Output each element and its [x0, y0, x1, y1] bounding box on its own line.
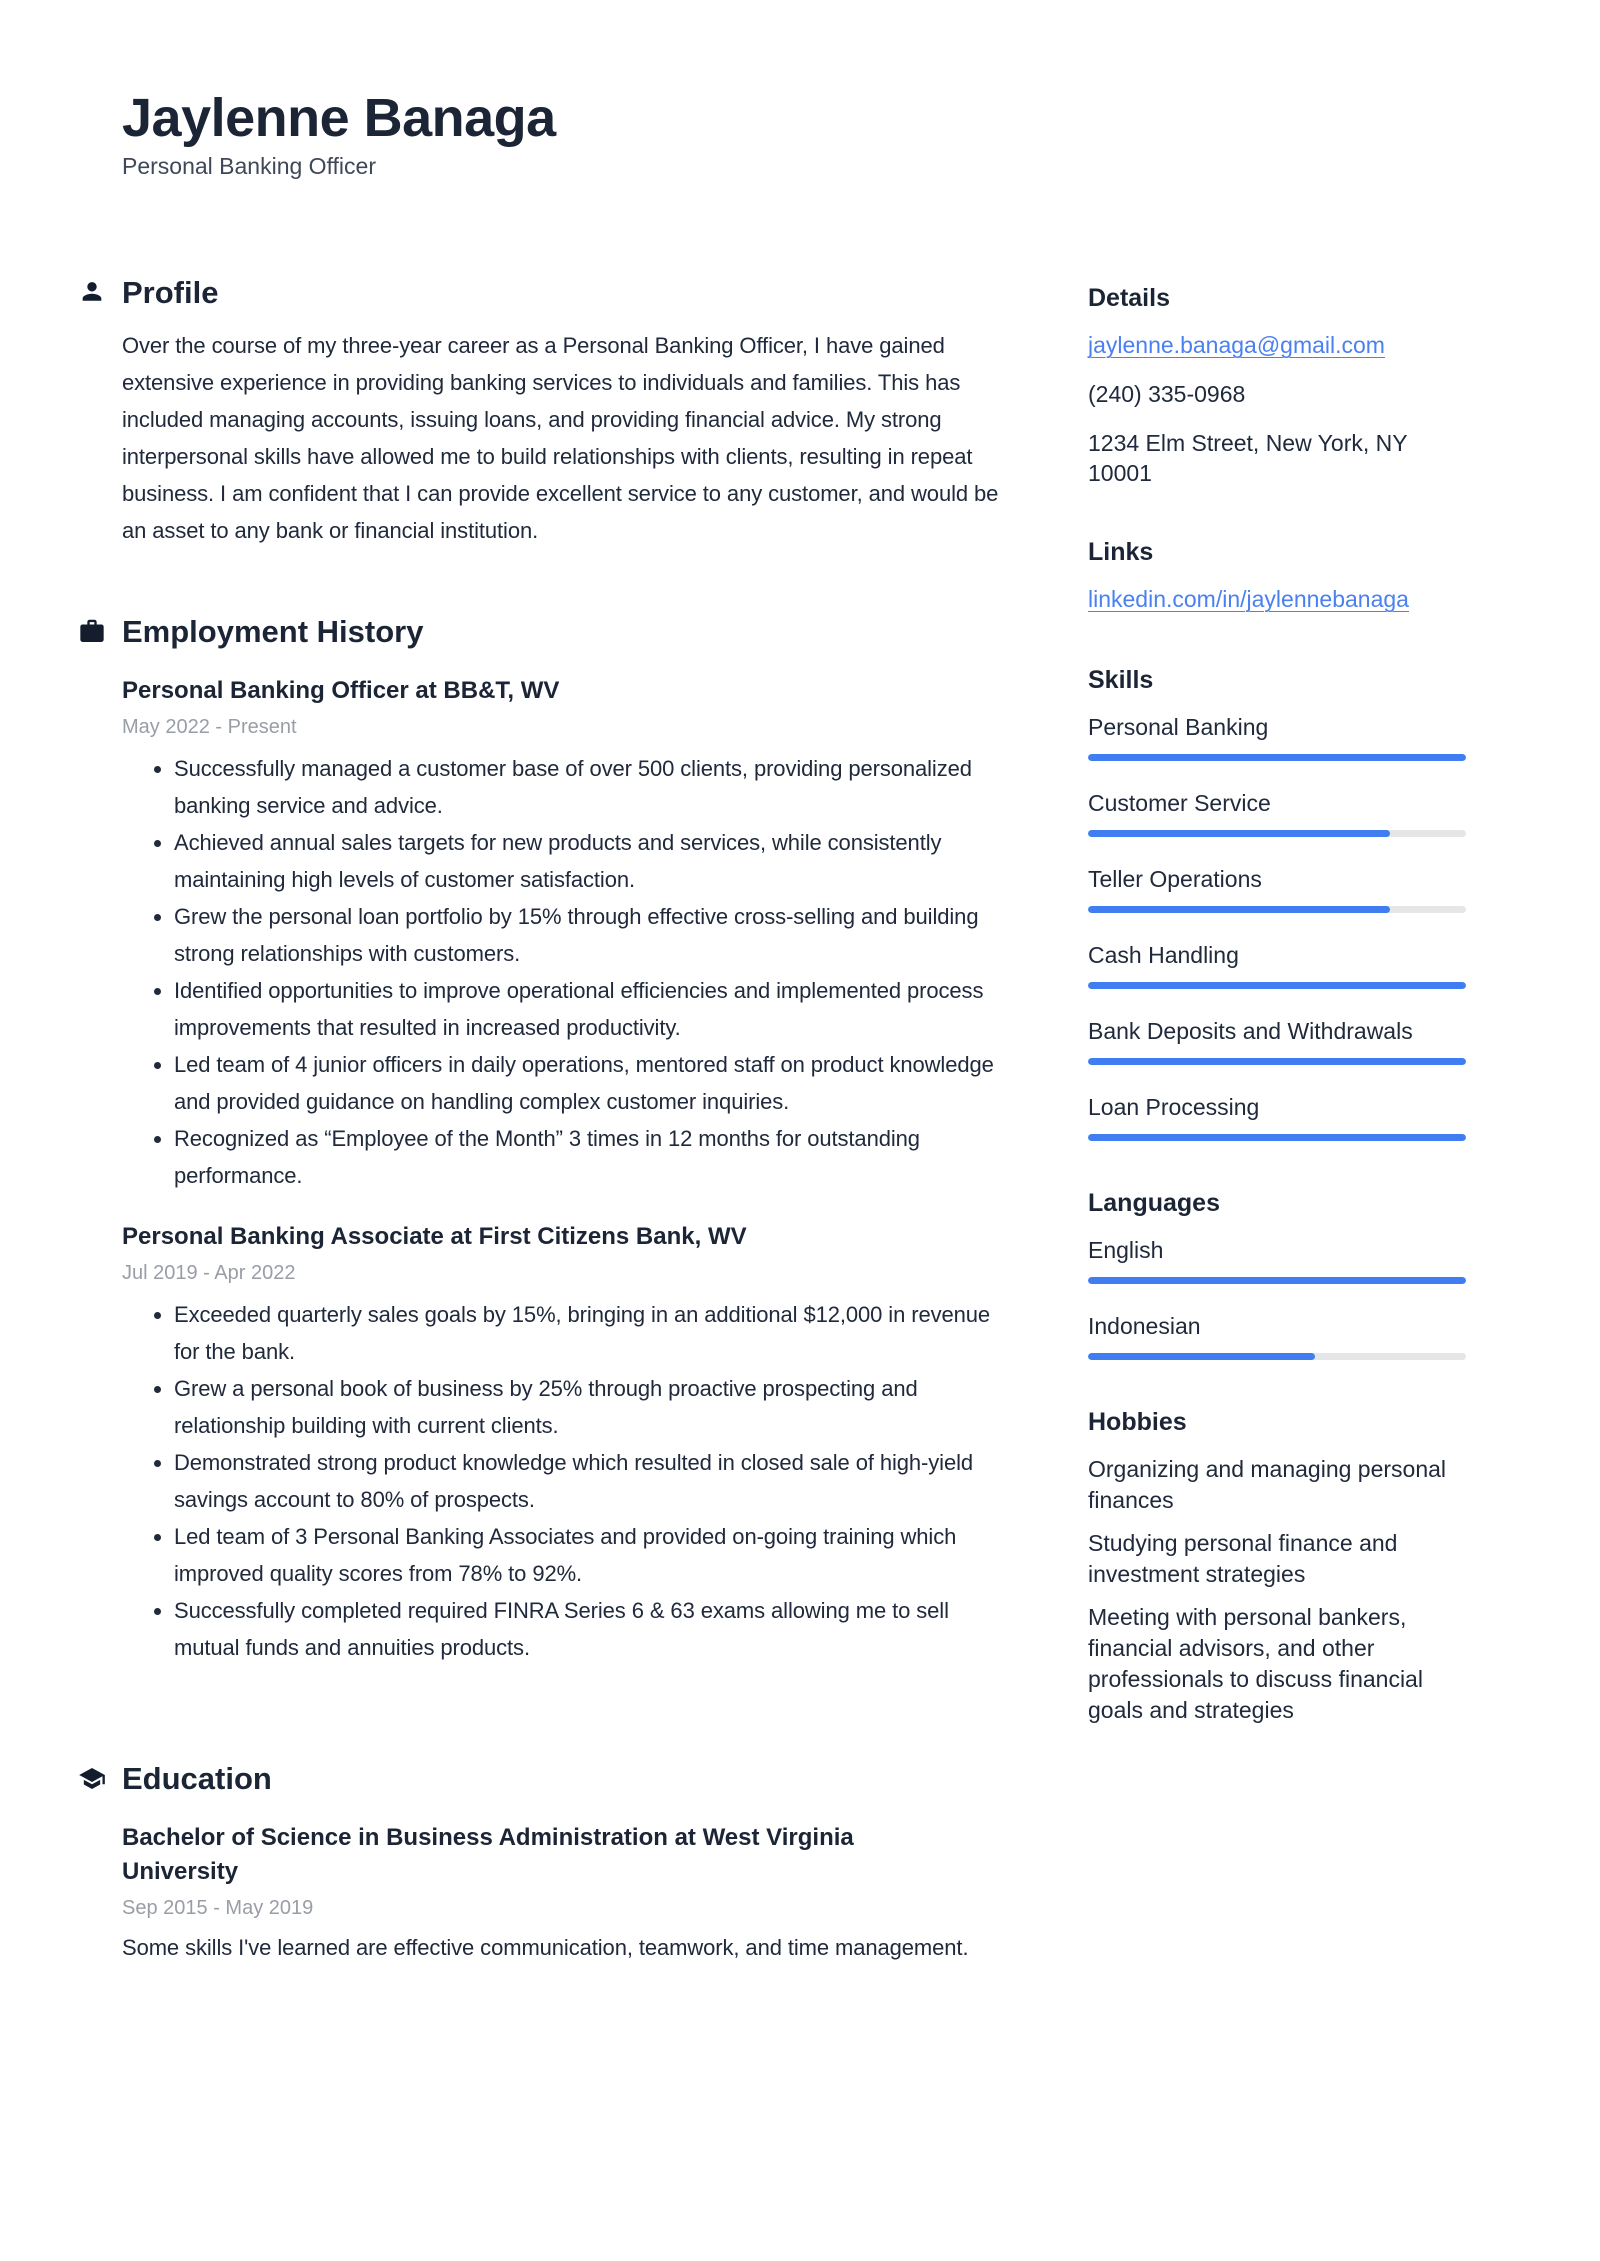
skill-bar-fill [1088, 754, 1466, 761]
job-period: Jul 2019 - Apr 2022 [122, 1262, 296, 1285]
resume-header [122, 0, 1010, 180]
skill-bar-track [1088, 754, 1466, 761]
languages-block [1088, 1187, 1466, 1360]
language-name: Indonesian [1088, 1313, 1201, 1339]
profile-section [122, 274, 1010, 549]
job-period: May 2022 - Present [122, 716, 297, 739]
skill-bar-track [1088, 982, 1466, 989]
hobbies-heading: Hobbies [1088, 1408, 1187, 1436]
skill-name: Cash Handling [1088, 942, 1239, 968]
language-bar-track [1088, 1277, 1466, 1284]
link-row [1088, 584, 1466, 614]
bullet-item: • Achieved annual sales targets for new products and services, while consistently maintaining high levels of customer satisfaction. [174, 824, 1010, 898]
language-name: English [1088, 1237, 1164, 1263]
language-item [1088, 1311, 1466, 1360]
bullet-item: • Identified opportunities to improve operational efficiencies and implemented process improvements that resulted in increased productivity. [174, 972, 1010, 1046]
email-row [1088, 330, 1466, 360]
skill-bar-track [1088, 830, 1466, 837]
job-entry [122, 674, 1010, 1194]
briefcase-icon [78, 617, 106, 645]
languages-list [1088, 1235, 1466, 1360]
profile-heading-label: Profile [122, 274, 219, 310]
skill-name: Teller Operations [1088, 866, 1262, 892]
skill-item [1088, 788, 1466, 837]
languages-heading: Languages [1088, 1189, 1220, 1217]
person-name: Jaylenne Banaga [122, 88, 556, 148]
employment-section [122, 613, 1010, 1666]
skill-bar-track [1088, 1134, 1466, 1141]
education-heading-label: Education [122, 1761, 272, 1797]
skill-item [1088, 1016, 1466, 1065]
skill-bar-fill [1088, 1058, 1466, 1065]
job-bullets [122, 750, 1010, 1194]
skills-block [1088, 664, 1466, 1141]
profile-heading [122, 274, 1010, 311]
language-bar-fill [1088, 1353, 1315, 1360]
job-list [122, 674, 1010, 1666]
job-entry [122, 1220, 1010, 1666]
links-heading: Links [1088, 538, 1154, 566]
bullet-item: • Grew the personal loan portfolio by 15% through effective cross-selling and building strong relationships with customers. [174, 898, 1010, 972]
education-period: Sep 2015 - May 2019 [122, 1897, 314, 1920]
graduation-cap-icon [78, 1764, 106, 1792]
bullet-item: • Demonstrated strong product knowledge which resulted in closed sale of high-yield savings account to 80% of prospects. [174, 1444, 1010, 1518]
education-heading [122, 1760, 1010, 1797]
details-heading: Details [1088, 284, 1170, 312]
language-item [1088, 1235, 1466, 1284]
phone-number: (240) 335-0968 [1088, 381, 1246, 407]
employment-heading [122, 613, 1010, 650]
linkedin-link[interactable]: linkedin.com/in/jaylennebanaga [1088, 586, 1409, 612]
bullet-item: • Recognized as “Employee of the Month” 3 times in 12 months for outstanding performance. [174, 1120, 1010, 1194]
job-title: Personal Banking Associate at First Citizens Bank, WV [122, 1223, 747, 1251]
email-link[interactable]: jaylenne.banaga@gmail.com [1088, 332, 1385, 358]
degree-title: Bachelor of Science in Business Administration at West Virginia University [122, 1824, 854, 1886]
skill-name: Bank Deposits and Withdrawals [1088, 1018, 1413, 1044]
skill-item [1088, 940, 1466, 989]
job-title: Personal Banking Officer at BB&T, WV [122, 677, 560, 705]
education-description: Some skills I've learned are effective communication, teamwork, and time management. [122, 1935, 969, 1961]
skill-name: Customer Service [1088, 790, 1271, 816]
bullet-item: • Led team of 4 junior officers in daily operations, mentored staff on product knowledge and provided guidance on handling complex customer inquiries. [174, 1046, 1010, 1120]
education-section [122, 1760, 1010, 1966]
bullet-item: • Successfully completed required FINRA Series 6 & 63 exams allowing me to sell mutual funds and annuities products. [174, 1592, 1010, 1666]
hobbies-list [1088, 1454, 1466, 1726]
hobby-item: Meeting with personal bankers, financial advisors, and other professionals to discuss financial goals and strategies [1088, 1604, 1423, 1723]
skill-bar-fill [1088, 982, 1466, 989]
details-block [1088, 282, 1466, 488]
skill-bar-fill [1088, 906, 1390, 913]
person-job-title: Personal Banking Officer [122, 152, 376, 179]
skills-list [1088, 712, 1466, 1141]
skill-name: Personal Banking [1088, 714, 1269, 740]
skill-bar-track [1088, 1058, 1466, 1065]
bullet-item: • Grew a personal book of business by 25% through proactive prospecting and relationship building with current clients. [174, 1370, 1010, 1444]
skill-name: Loan Processing [1088, 1094, 1260, 1120]
language-bar-fill [1088, 1277, 1466, 1284]
profile-text: Over the course of my three-year career as a Personal Banking Officer, I have gained extensive experience in providing banking services to individuals and families. This has included managing accounts, issuing loans, and providing financial advice. My strong interpersonal skills have allowed me to build relationships with clients, resulting in repeat business. I am confident that I can provide excellent service to any customer, and would be an asset to any bank or financial institution. [122, 332, 999, 543]
sidebar [1088, 0, 1466, 1966]
bullet-item: • Successfully managed a customer base of over 500 clients, providing personalized banking service and advice. [174, 750, 1010, 824]
bullet-item: • Led team of 3 Personal Banking Associates and provided on-going training which improved quality scores from 78% to 92%. [174, 1518, 1010, 1592]
hobby-item: Studying personal finance and investment strategies [1088, 1530, 1398, 1587]
skill-bar-track [1088, 906, 1466, 913]
bullet-item: • Exceeded quarterly sales goals by 15%, bringing in an additional $12,000 in revenue for the bank. [174, 1296, 1010, 1370]
skill-bar-fill [1088, 830, 1390, 837]
language-bar-track [1088, 1353, 1466, 1360]
hobby-item: Organizing and managing personal finances [1088, 1456, 1447, 1513]
job-bullets [122, 1296, 1010, 1666]
employment-heading-label: Employment History [122, 613, 424, 649]
links-block [1088, 536, 1466, 614]
main-column [122, 0, 1012, 1966]
education-list [122, 1821, 1010, 1966]
education-entry [122, 1821, 1010, 1966]
skill-bar-fill [1088, 1134, 1466, 1141]
postal-address: 1234 Elm Street, New York, NY 10001 [1088, 430, 1408, 486]
skills-heading: Skills [1088, 666, 1154, 694]
person-icon [78, 278, 106, 306]
skill-item [1088, 864, 1466, 913]
skill-item [1088, 1092, 1466, 1141]
links-list [1088, 584, 1466, 614]
skill-item [1088, 712, 1466, 761]
hobbies-block [1088, 1406, 1466, 1726]
